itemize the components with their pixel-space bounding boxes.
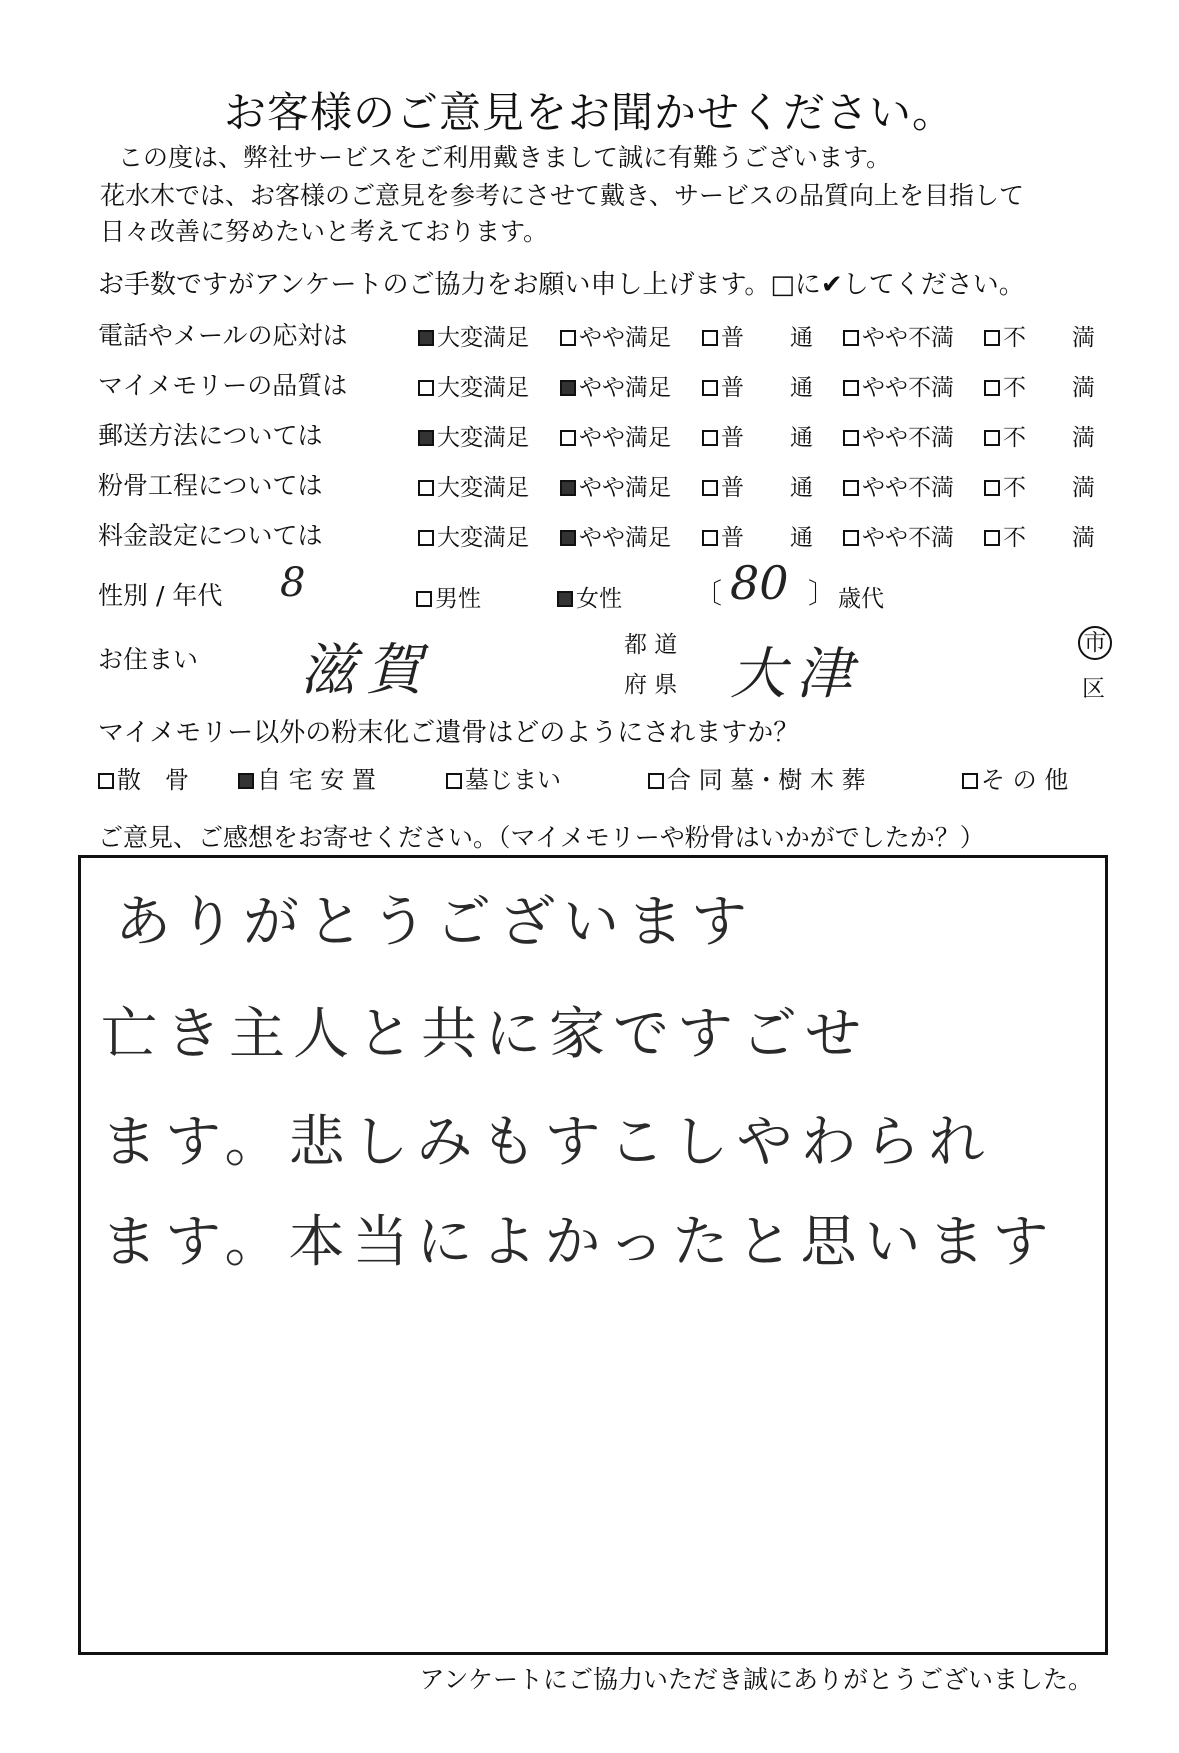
comment-box[interactable]	[78, 855, 1108, 1655]
other-option[interactable]	[446, 760, 561, 795]
rating-checkbox[interactable]	[843, 430, 859, 446]
rating-option-label: 大変満足	[437, 425, 529, 451]
rating-option[interactable]	[984, 469, 1095, 502]
rating-checkbox[interactable]	[984, 430, 1000, 446]
comment-prompt: ご意見、ご感想をお寄せください。（マイメモリーや粉骨はいかがでしたか？）	[98, 823, 985, 852]
rating-option-label: 普 通	[721, 525, 813, 551]
comment-line-1: ありがとうございます	[115, 890, 755, 955]
rating-option[interactable]	[702, 319, 813, 352]
rating-option-label: 大変満足	[437, 525, 529, 551]
rating-checkbox[interactable]	[843, 530, 859, 546]
other-option-checkbox[interactable]	[98, 773, 114, 789]
rating-checkbox[interactable]	[843, 330, 859, 346]
rating-option[interactable]	[984, 319, 1095, 352]
rating-checkbox[interactable]	[418, 530, 434, 546]
rating-option[interactable]	[843, 419, 954, 452]
rating-option[interactable]	[984, 519, 1095, 552]
comment-line-3: ます。悲しみもすこしやわられ	[101, 1110, 993, 1175]
rating-checkbox[interactable]	[702, 430, 718, 446]
rating-checkbox[interactable]	[843, 380, 859, 396]
age-value: 80	[730, 556, 789, 610]
rating-option[interactable]	[702, 419, 813, 452]
other-option-checkbox[interactable]	[648, 773, 664, 789]
other-question: マイメモリー以外の粉末化ご遺骨はどのようにされますか？	[98, 718, 800, 748]
rating-checkbox[interactable]	[418, 430, 434, 446]
rating-option[interactable]	[702, 469, 813, 502]
rating-checkbox[interactable]	[843, 480, 859, 496]
rating-checkbox[interactable]	[702, 380, 718, 396]
rating-option-label: 不 満	[1003, 525, 1095, 551]
rating-option[interactable]	[418, 469, 529, 502]
other-option[interactable]	[98, 760, 189, 795]
other-option[interactable]	[238, 760, 376, 795]
rating-option-label: やや不満	[862, 525, 954, 551]
rating-option-label: 不 満	[1003, 475, 1095, 501]
rating-checkbox[interactable]	[560, 530, 576, 546]
comment-line-4: ます。本当によかったと思います	[101, 1210, 1057, 1275]
other-option-label: 合 同 墓・樹 木 葬	[667, 766, 866, 794]
rating-option[interactable]	[843, 519, 954, 552]
rating-option-label: 普 通	[721, 375, 813, 401]
rating-option[interactable]	[560, 519, 671, 552]
other-option-checkbox[interactable]	[446, 773, 462, 789]
rating-option-label: 不 満	[1003, 375, 1095, 401]
rating-option[interactable]	[560, 419, 671, 452]
rating-option[interactable]	[560, 369, 671, 402]
rating-option-label: やや満足	[579, 525, 671, 551]
female-label: 女性	[576, 586, 622, 612]
city-value: 大津	[730, 642, 862, 707]
rating-option[interactable]	[843, 469, 954, 502]
rating-checkbox[interactable]	[984, 380, 1000, 396]
other-option-label: そ の 他	[981, 766, 1069, 794]
rating-option[interactable]	[418, 419, 529, 452]
rating-checkbox[interactable]	[560, 430, 576, 446]
other-option-label: 散 骨	[117, 766, 189, 794]
footer-thanks: アンケートにご協力いただき誠にありがとうございました。	[419, 1665, 1093, 1694]
other-option-label: 自 宅 安 置	[257, 766, 376, 794]
pref-label-top: 都 道	[624, 632, 678, 658]
rating-option[interactable]	[560, 469, 671, 502]
page-title: お客様のご意見をお聞かせください。	[223, 88, 955, 137]
rating-checkbox[interactable]	[984, 530, 1000, 546]
other-option[interactable]	[962, 760, 1068, 795]
rating-option[interactable]	[984, 419, 1095, 452]
rating-label: 郵送方法については	[98, 421, 323, 450]
rating-option-label: やや満足	[579, 475, 671, 501]
rating-checkbox[interactable]	[702, 330, 718, 346]
rating-checkbox[interactable]	[702, 530, 718, 546]
male-label: 男性	[435, 586, 481, 612]
rating-option[interactable]	[702, 369, 813, 402]
gender-age-label: 性別 / 年代	[98, 581, 223, 610]
city-label[interactable]: 市	[1078, 626, 1112, 660]
rating-option[interactable]	[418, 319, 529, 352]
rating-label: 電話やメールの応対は	[98, 321, 348, 350]
intro-line-3: 日々改善に努めたいと考えております。	[100, 217, 549, 246]
female-checkbox[interactable]	[557, 591, 573, 607]
female-option[interactable]	[557, 580, 622, 613]
rating-checkbox[interactable]	[418, 480, 434, 496]
prefecture-value: 滋賀	[300, 638, 432, 703]
other-option[interactable]	[648, 760, 866, 795]
rating-label: 粉骨工程については	[98, 471, 323, 500]
rating-option-label: 普 通	[721, 325, 813, 351]
rating-option-label: やや不満	[862, 375, 954, 401]
rating-checkbox[interactable]	[560, 380, 576, 396]
rating-checkbox[interactable]	[560, 330, 576, 346]
rating-option[interactable]	[560, 319, 671, 352]
ward-label: 区	[1082, 676, 1105, 702]
rating-label: 料金設定については	[98, 521, 323, 550]
comment-line-2: 亡き主人と共に家ですごせ	[101, 1002, 869, 1067]
intro-line-1: この度は、弊社サービスをご利用戴きまして誠に有難うございます。	[118, 143, 892, 172]
male-checkbox[interactable]	[416, 591, 432, 607]
age-suffix: 歳代	[838, 586, 884, 612]
rating-option-label: 大変満足	[437, 375, 529, 401]
rating-option-label: 不 満	[1003, 425, 1095, 451]
handwritten-mark: 8	[280, 560, 306, 606]
rating-option[interactable]	[843, 369, 954, 402]
age-bracket-close: 〕	[808, 577, 837, 610]
rating-checkbox[interactable]	[984, 330, 1000, 346]
rating-option[interactable]	[984, 369, 1095, 402]
other-option-label: 墓じまい	[465, 766, 561, 794]
rating-option[interactable]	[418, 369, 529, 402]
rating-option-label: やや不満	[862, 475, 954, 501]
rating-label: マイメモリーの品質は	[98, 371, 348, 400]
address-label: お住まい	[98, 645, 199, 674]
rating-option-label: 大変満足	[437, 325, 529, 351]
survey-request: お手数ですがアンケートのご協力をお願い申し上げます。□に✔してください。	[98, 270, 1025, 300]
rating-checkbox[interactable]	[560, 480, 576, 496]
rating-option-label: やや不満	[862, 425, 954, 451]
age-bracket-open: 〔	[694, 577, 723, 610]
male-option[interactable]	[416, 580, 481, 613]
rating-option[interactable]	[702, 519, 813, 552]
pref-label-bottom: 府 県	[624, 672, 678, 698]
other-option-checkbox[interactable]	[962, 773, 978, 789]
rating-checkbox[interactable]	[984, 480, 1000, 496]
rating-option-label: やや満足	[579, 325, 671, 351]
rating-option-label: 大変満足	[437, 475, 529, 501]
rating-option-label: やや満足	[579, 375, 671, 401]
rating-option-label: やや不満	[862, 325, 954, 351]
rating-option-label: 普 通	[721, 475, 813, 501]
intro-line-2: 花水木では、お客様のご意見を参考にさせて戴き、サービスの品質向上を目指して	[100, 181, 1025, 210]
rating-option-label: 普 通	[721, 425, 813, 451]
rating-option-label: 不 満	[1003, 325, 1095, 351]
rating-option[interactable]	[418, 519, 529, 552]
rating-option-label: やや満足	[579, 425, 671, 451]
rating-checkbox[interactable]	[702, 480, 718, 496]
rating-checkbox[interactable]	[418, 330, 434, 346]
rating-checkbox[interactable]	[418, 380, 434, 396]
other-option-checkbox[interactable]	[238, 773, 254, 789]
rating-option[interactable]	[843, 319, 954, 352]
